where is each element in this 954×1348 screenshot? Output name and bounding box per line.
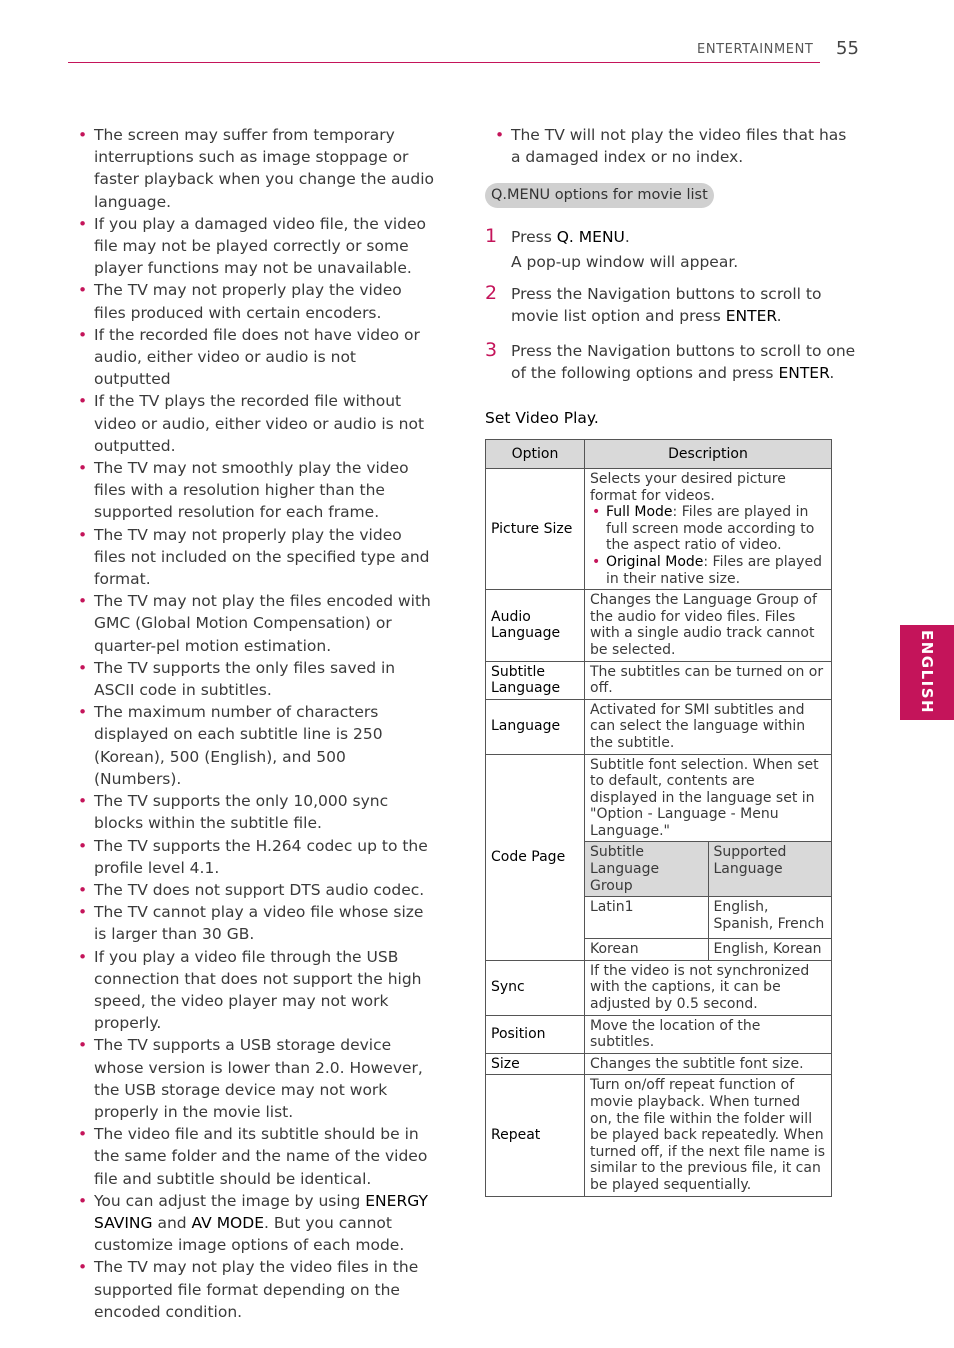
list-item: • The TV supports the only 10,000 sync blocks within the subtitle file.	[78, 790, 434, 834]
picture-size-intro: Selects your desired picture format for videos.	[590, 471, 786, 504]
list-item: • The TV may not play the files encoded with GMC (Global Motion Compensation) or quarter-pel motion estimation.	[78, 590, 434, 657]
enter-key: ENTER	[778, 364, 830, 382]
list-item: • The screen may suffer from temporary interruptions such as image stoppage or faster playback when you change the audio language.	[78, 124, 434, 213]
list-item: • If you play a video file through the USB connection that does not support the high speed, the video player may not work properly.	[78, 946, 434, 1035]
table-row	[486, 960, 832, 1015]
header-description: Description	[585, 440, 832, 469]
step-text	[511, 226, 865, 248]
list-item: • The TV supports the only files saved in ASCII code in subtitles.	[78, 657, 434, 701]
step-text-pre: Press	[511, 228, 557, 246]
step-number: 3	[485, 339, 498, 361]
step-text	[511, 283, 865, 327]
video-options-table	[485, 439, 832, 1197]
right-note	[495, 124, 855, 168]
original-mode-keyword: Original Mode	[606, 553, 704, 570]
subtable-cell-languages: English, Korean	[708, 939, 831, 960]
description-cell: Move the location of the subtitles.	[585, 1015, 832, 1053]
table-row	[486, 1075, 832, 1196]
list-item: • The TV may not play the video files in the supported file format depending on the encoded condition.	[78, 1256, 434, 1323]
left-column	[78, 124, 434, 1323]
side-tab-label: ENGLISH	[918, 630, 936, 715]
list-item: • The TV may not properly play the video files not included on the specified type and format.	[78, 524, 434, 591]
subtable-header-group: Subtitle Language Group	[585, 842, 708, 897]
step-text-post: .	[829, 364, 835, 382]
table-row	[486, 661, 832, 699]
energy-text-post: . But you cannot customize image options of each mode.	[94, 1213, 405, 1255]
subtable-cell-group: Latin1	[585, 897, 708, 939]
list-item: • The TV supports a USB storage device whose version is lower than 2.0. However, the USB storage device may not work properly in the movie list.	[78, 1034, 434, 1123]
qmenu-section-pill: Q.MENU options for movie list	[485, 183, 714, 208]
full-mode-text: : Files are played in full screen mode according to the aspect ratio of video.	[606, 504, 815, 554]
step-text-post: .	[624, 228, 630, 246]
option-sync: Sync	[486, 960, 585, 1015]
picture-size-modes	[590, 504, 826, 587]
table-row	[486, 699, 832, 754]
list-item: • If the TV plays the recorded file without video or audio, either video or audio is not outputted.	[78, 390, 434, 457]
option-picture-size: Picture Size	[486, 469, 585, 590]
subtable-cell-languages: English, Spanish, French	[708, 897, 831, 939]
section-title: ENTERTAINMENT	[697, 42, 814, 57]
option-subtitle-language: Subtitle Language	[486, 661, 585, 699]
table-row	[486, 1015, 832, 1053]
list-item: • The TV cannot play a video file whose size is larger than 30 GB.	[78, 901, 434, 945]
energy-text-mid: and	[152, 1213, 192, 1232]
full-mode-keyword: Full Mode	[606, 504, 673, 521]
step-subtext: A pop-up window will appear.	[511, 253, 739, 271]
header-rule	[68, 62, 820, 63]
step-2	[485, 283, 865, 327]
list-item	[590, 554, 826, 587]
step-1	[485, 226, 865, 273]
subtable-header-languages: Supported Language	[708, 842, 831, 897]
list-item: • The maximum number of characters displayed on each subtitle line is 250 (Korean), 500 (English), and 500 (Numbers).	[78, 701, 434, 790]
step-number: 1	[485, 225, 498, 247]
option-position: Position	[486, 1015, 585, 1053]
language-side-tab	[900, 625, 954, 720]
step-text-pre: Press the Navigation buttons to scroll to movie list option and press	[511, 285, 822, 325]
table-row	[486, 1053, 832, 1075]
description-cell: Changes the Language Group of the audio for video files. Files with a single audio track cannot be selected.	[585, 590, 832, 661]
list-item: • If the recorded file does not have video or audio, either video or audio is not outputted	[78, 324, 434, 391]
code-page-subtable	[585, 841, 831, 959]
option-size: Size	[486, 1053, 585, 1075]
list-item-energy	[78, 1190, 434, 1257]
step-text	[511, 340, 865, 384]
description-cell: Changes the subtitle font size.	[585, 1053, 832, 1075]
code-page-description	[585, 754, 832, 960]
table-row	[486, 469, 832, 590]
list-item: • The TV supports the H.264 codec up to the profile level 4.1.	[78, 835, 434, 879]
description-cell: If the video is not synchronized with the captions, it can be adjusted by 0.5 second.	[585, 960, 832, 1015]
subtable-header	[585, 842, 831, 897]
list-item	[590, 504, 826, 554]
table-row	[486, 590, 832, 661]
option-language: Language	[486, 699, 585, 754]
list-item: • The TV may not smoothly play the video files with a resolution higher than the supported resolution for each frame.	[78, 457, 434, 524]
notes-list	[78, 124, 434, 1323]
step-3	[485, 340, 865, 384]
description-cell: The subtitles can be turned on or off.	[585, 661, 832, 699]
table-header-row	[486, 440, 832, 469]
original-mode-text: : Files are played in their native size.	[606, 553, 822, 587]
step-text-post: .	[776, 307, 782, 325]
option-audio-language: Audio Language	[486, 590, 585, 661]
list-item: • If you play a damaged video file, the video file may not be played correctly or some player functions may not be unavailable.	[78, 213, 434, 280]
subtable-row	[585, 939, 831, 960]
header-option: Option	[486, 440, 585, 469]
code-page-desc-text: Subtitle font selection. When set to default, contents are displayed in the language set in "Option - Language - Menu Language."	[590, 756, 819, 839]
option-repeat: Repeat	[486, 1075, 585, 1196]
subtable-row	[585, 897, 831, 939]
list-item: • The TV does not support DTS audio codec.	[78, 879, 434, 901]
option-code-page: Code Page	[486, 754, 585, 960]
energy-saving-keyword: ENERGY SAVING	[94, 1191, 428, 1232]
set-video-title: Set Video Play.	[485, 409, 599, 427]
subtable-cell-group: Korean	[585, 939, 708, 960]
description-cell: Turn on/off repeat function of movie playback. When turned on, the file within the folder will be played back repeatedly. When turned off, if the next file name is similar to the previous file, it can be played sequentially.	[585, 1075, 832, 1196]
energy-text-pre: You can adjust the image by using	[94, 1191, 366, 1210]
description-cell: Activated for SMI subtitles and can select the language within the subtitle.	[585, 699, 832, 754]
list-item: • The video file and its subtitle should be in the same folder and the name of the video file and subtitle should be identical.	[78, 1123, 434, 1190]
table-row	[486, 754, 832, 960]
page-number: 55	[836, 38, 859, 59]
av-mode-keyword: AV MODE	[191, 1213, 264, 1232]
qmenu-key: Q. MENU	[556, 228, 625, 246]
list-item: • The TV may not properly play the video files produced with certain encoders.	[78, 279, 434, 323]
description-cell	[585, 469, 832, 590]
step-number: 2	[485, 282, 498, 304]
enter-key: ENTER	[725, 307, 777, 325]
list-item: • The TV will not play the video files that has a damaged index or no index.	[495, 124, 855, 168]
step-text-pre: Press the Navigation buttons to scroll to one of the following options and press	[511, 342, 856, 382]
right-notes-list	[495, 124, 855, 168]
